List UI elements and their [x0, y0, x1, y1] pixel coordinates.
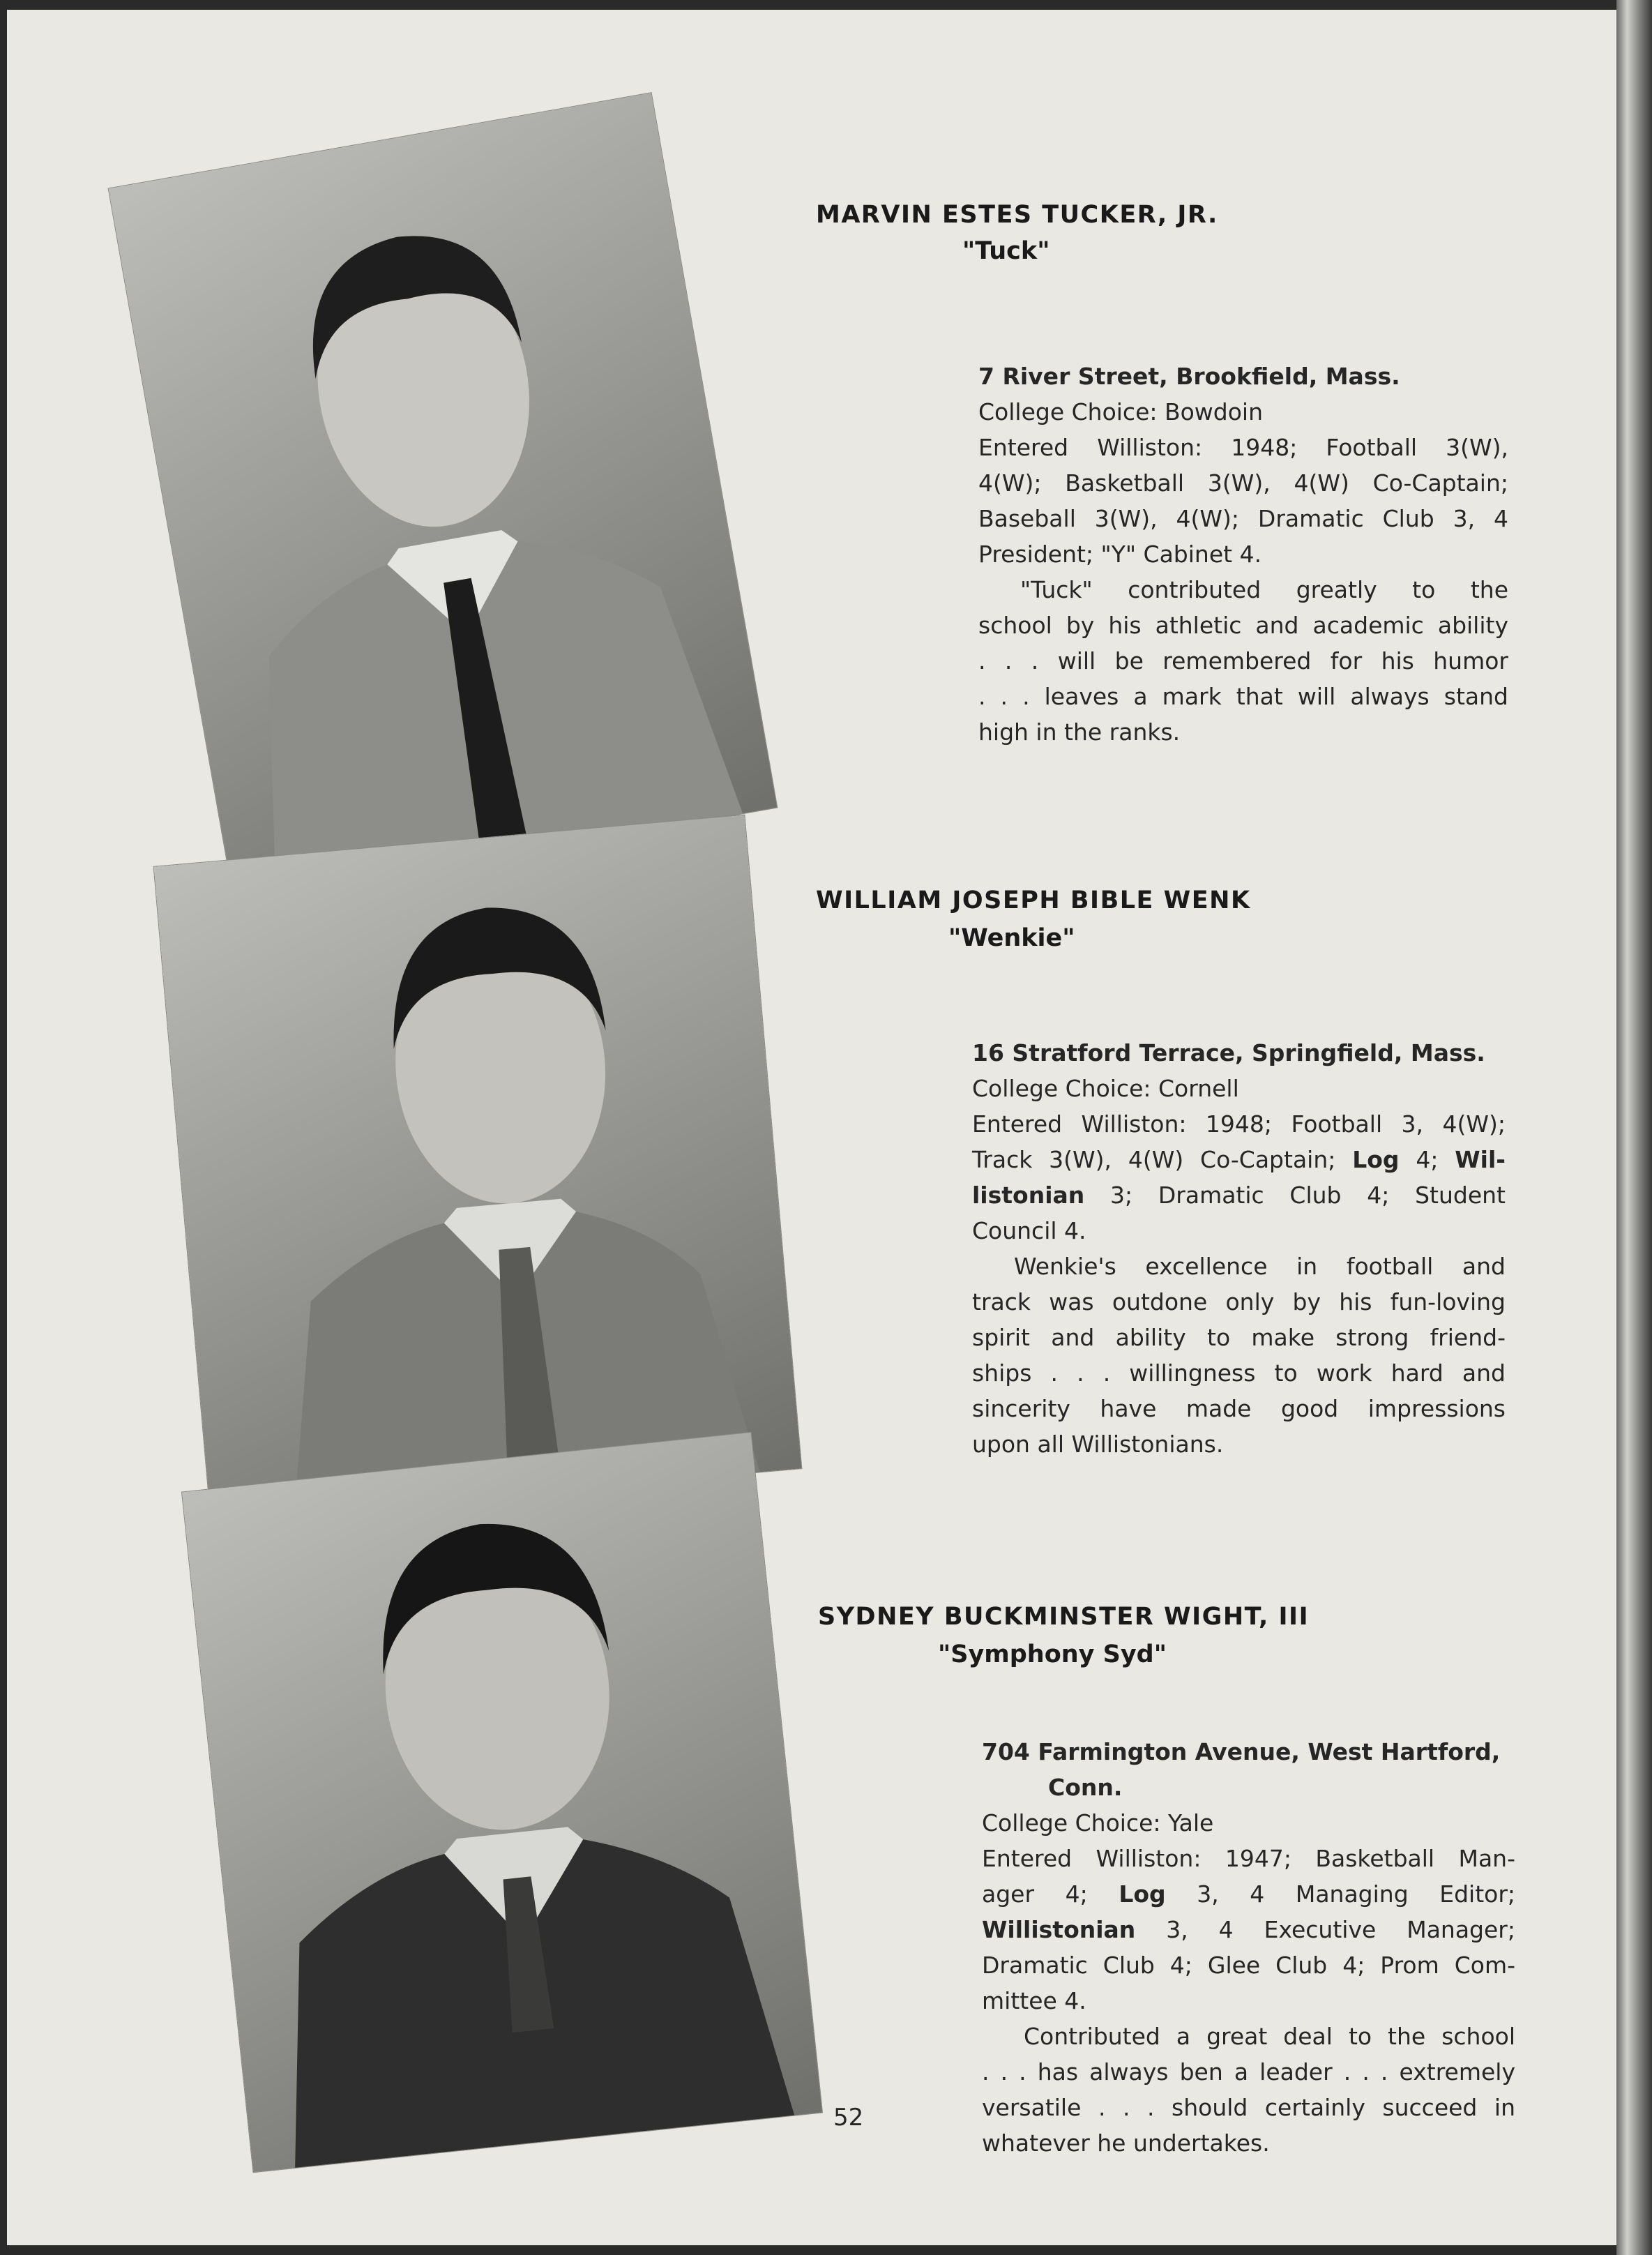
- student-address-1: 7 River Street, Brookfield, Mass.: [978, 363, 1400, 390]
- entry-line: Entered Williston: 1948; Football 3(W),: [978, 434, 1508, 461]
- student-nickname-3: "Symphony Syd": [938, 1641, 1167, 1668]
- student-nickname-1: "Tuck": [962, 237, 1050, 265]
- portrait-photo-wenk: [154, 815, 802, 1521]
- entry-line: versatile . . . should certainly succeed in: [982, 2094, 1515, 2121]
- entry-line: [982, 1912, 1515, 1947]
- student-nickname-2: "Wenkie": [948, 924, 1075, 952]
- portrait-wenk-figure: [154, 815, 802, 1521]
- entry-text: 3, 4 Managing Editor;: [1165, 1880, 1516, 1908]
- student-entry-3: [982, 1734, 1515, 2161]
- page-number: 52: [833, 2104, 864, 2132]
- portrait-tucker-figure: [109, 93, 778, 903]
- entry-line: Wenkie's excellence in football and: [1014, 1253, 1506, 1280]
- entry-line: [982, 1876, 1515, 1912]
- entry-line: [972, 1142, 1506, 1177]
- entry-line: high in the ranks.: [978, 718, 1181, 746]
- publication-log: Log: [1119, 1880, 1166, 1908]
- book-gutter: [1616, 0, 1652, 2255]
- entry-line: whatever he undertakes.: [982, 2129, 1270, 2157]
- entry-line: track was outdone only by his fun-loving: [972, 1288, 1506, 1315]
- entry-text: 3; Dramatic Club 4; Student: [1084, 1182, 1506, 1209]
- entry-line: sincerity have made good impressions: [972, 1395, 1506, 1422]
- entry-line: Entered Williston: 1948; Football 3, 4(W);: [972, 1110, 1506, 1138]
- entry-line: school by his athletic and academic ability: [978, 612, 1508, 639]
- publication-willistonian-part: Wil-: [1455, 1146, 1506, 1173]
- entry-line: . . . has always ben a leader . . . extremely: [982, 2058, 1515, 2086]
- publication-willistonian-part: listonian: [972, 1182, 1085, 1209]
- entry-line: . . . leaves a mark that will always stand: [978, 683, 1508, 710]
- entry-line: "Tuck" contributed greatly to the: [1020, 576, 1508, 603]
- portrait-photo-wight: [182, 1433, 822, 2172]
- student-entry-2: [972, 1035, 1506, 1462]
- entry-line: Entered Williston: 1947; Basketball Man-: [982, 1845, 1515, 1872]
- entry-line: 4(W); Basketball 3(W), 4(W) Co-Captain;: [978, 469, 1508, 497]
- portrait-photo-tucker: [109, 93, 778, 903]
- entry-line: President; "Y" Cabinet 4.: [978, 541, 1262, 568]
- publication-willistonian: Willistonian: [982, 1916, 1136, 1943]
- entry-line: [972, 1177, 1506, 1213]
- student-address-3-cont: Conn.: [1048, 1774, 1123, 1801]
- entry-line: College Choice: Bowdoin: [978, 398, 1264, 425]
- entry-text: ager 4;: [982, 1880, 1119, 1908]
- student-address-2: 16 Stratford Terrace, Springfield, Mass.: [972, 1039, 1485, 1066]
- student-entry-1: [978, 359, 1508, 750]
- entry-line: ships . . . willingness to work hard and: [972, 1359, 1506, 1387]
- entry-line: . . . will be remembered for his humor: [978, 647, 1508, 674]
- entry-text: 3, 4 Executive Manager;: [1135, 1916, 1515, 1943]
- entry-line: upon all Willistonians.: [972, 1431, 1224, 1458]
- entry-line: College Choice: Yale: [982, 1809, 1214, 1837]
- entry-text: 4;: [1399, 1146, 1455, 1173]
- student-name-2: WILLIAM JOSEPH BIBLE WENK: [816, 887, 1251, 914]
- student-name-3: SYDNEY BUCKMINSTER WIGHT, III: [818, 1603, 1310, 1631]
- entry-line: Dramatic Club 4; Glee Club 4; Prom Com-: [982, 1952, 1515, 1979]
- publication-log: Log: [1352, 1146, 1400, 1173]
- entry-line: Baseball 3(W), 4(W); Dramatic Club 3, 4: [978, 505, 1508, 532]
- portrait-wight-figure: [182, 1433, 822, 2172]
- yearbook-page: [7, 10, 1625, 2245]
- student-name-1: MARVIN ESTES TUCKER, JR.: [816, 201, 1218, 229]
- entry-line: College Choice: Cornell: [972, 1075, 1239, 1102]
- entry-line: Council 4.: [972, 1217, 1086, 1244]
- student-address-3: 704 Farmington Avenue, West Hartford,: [982, 1738, 1501, 1765]
- entry-line: Contributed a great deal to the school: [1024, 2023, 1515, 2050]
- entry-text: Track 3(W), 4(W) Co-Captain;: [972, 1146, 1353, 1173]
- entry-line: mittee 4.: [982, 1987, 1086, 2014]
- entry-line: spirit and ability to make strong friend-: [972, 1324, 1506, 1351]
